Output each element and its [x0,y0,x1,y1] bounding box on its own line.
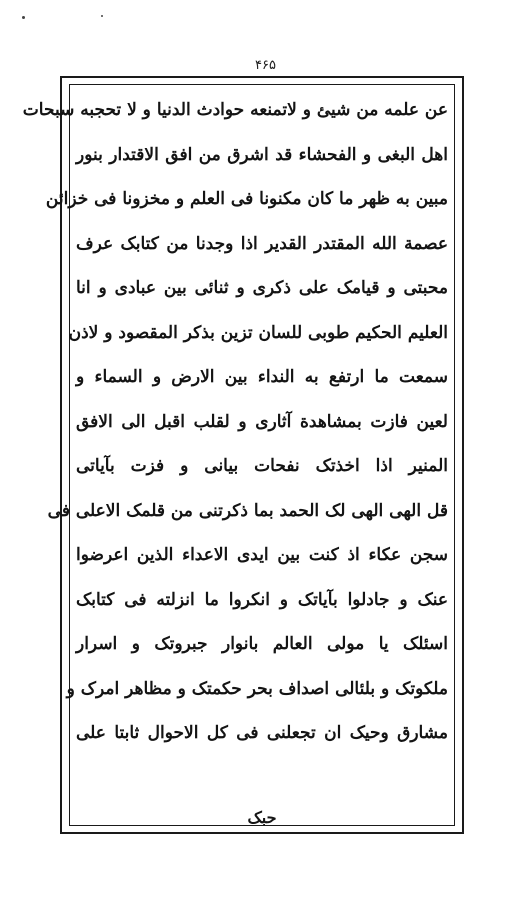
text-line-4: عصمة الله المقتدر القدیر اذا وجدنا من کتابک عرف [76,233,448,254]
text-line-9: المنیر اذا اخذتک نفحات بیانی و فزت بآیاتی [76,456,448,476]
text-line-11: سجن عکاء اذ کنت بین ایدی الاعداء الذین اعرضوا [76,545,448,565]
text-line-2: اهل البغی و الفحشاء قد اشرق من افق الاقتدار بنور [76,144,448,165]
manuscript-text-block [22,88,448,778]
ink-speck [101,15,103,17]
text-line-7: سمعت ما ارتفع به النداء بین الارض و السماء و [76,367,448,387]
text-line-12: عنک و جادلوا بآیاتک و انکروا ما انزلته فی کتابک [76,589,448,610]
text-line-6: العلیم الحکیم طوبی للسان تزین بذکر المقصود و لاذن [68,322,448,343]
text-line-15: مشارق وحیک ان تجعلنی فی کل الاحوال ثابتا علی [76,723,448,743]
ink-speck [22,16,25,19]
text-line-5: محبتی و قیامک علی ذکری و ثنائی بین عبادی و انا [76,278,448,298]
text-line-14: ملکوتک و بلئالی اصداف بحر حکمتک و مظاهر امرک و [66,678,448,699]
text-line-3: مبین به ظهر ما کان مکنونا فی العلم و مخزونا فی خزائن [45,189,448,209]
text-line-13: اسئلک یا مولی العالم بانوار جبروتک و اسرار [76,634,448,654]
text-line-10: قل الهی الهی لک الحمد بما ذکرتنی من قلمک الاعلی فی [47,500,448,521]
page-number: ۴۶۵ [255,58,276,73]
catchword: حبک [247,808,277,827]
text-line-1: عن علمه من شیئ و لاتمنعه حوادث الدنیا و لا تحجبه سبحات [22,100,448,120]
text-line-8: لعین فازت بمشاهدة آثاری و لقلب اقبل الی الافق [76,411,448,432]
